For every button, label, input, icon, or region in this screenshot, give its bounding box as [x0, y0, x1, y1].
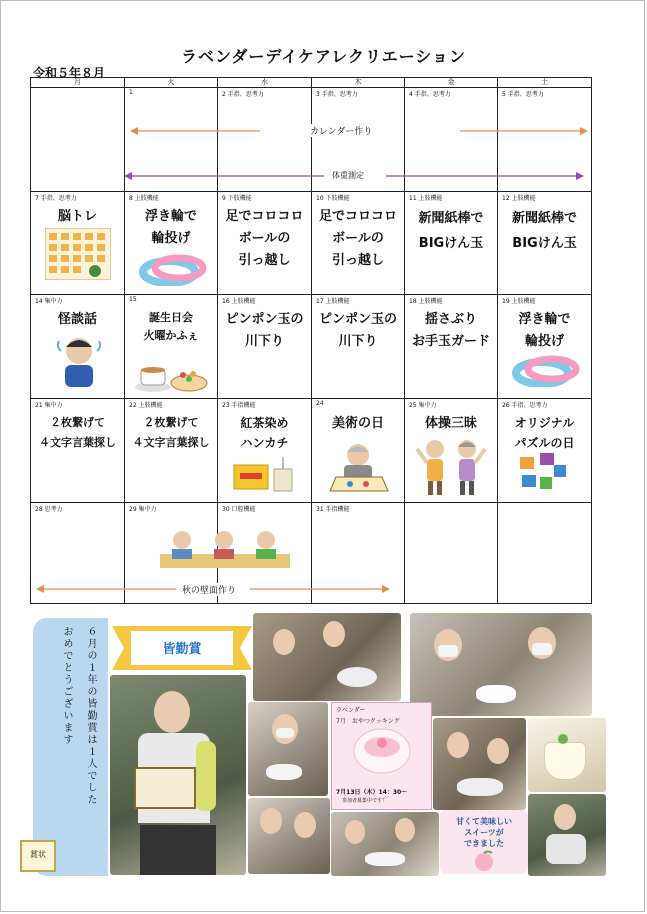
event-title: 脳トレ — [57, 209, 97, 224]
event-title: 足でコロコロ ボールの 引っ越し — [318, 209, 397, 268]
week-row-4 — [31, 399, 592, 503]
cooking-photo — [248, 702, 328, 796]
event-title: 新聞紙棒で BIGけん玉 — [418, 211, 484, 251]
dessert-glass-icon — [350, 723, 414, 777]
day-number: 12 上肢機能 — [502, 195, 536, 202]
day-cell — [218, 295, 312, 399]
event-title: 紅茶染め ハンカチ — [240, 416, 289, 450]
day-number: 1 — [129, 89, 133, 96]
tea-bag-icon — [232, 453, 298, 495]
day-number: 30 口腔機能 — [222, 506, 256, 513]
cooking-photo — [528, 794, 606, 876]
poster-date: 7月13日（木）14：30～ — [336, 789, 408, 796]
day-number: 23 手指機能 — [222, 402, 256, 409]
event-title: 浮き輪で 輪投げ — [518, 312, 571, 349]
calendar-making-band: カレンダー作り — [306, 124, 376, 137]
day-number: 5 手指、思考力 — [502, 91, 544, 98]
weight-measure-band: 体重測定 — [328, 170, 368, 181]
day-number: 21 集中力 — [35, 402, 63, 409]
poster-header: ラベンダー — [336, 707, 366, 714]
event-title: ピンポン玉の 川下り — [225, 312, 304, 349]
day-number: 26 手指、思考力 — [502, 402, 548, 409]
float-ring-icon — [512, 355, 582, 387]
day-number: 16 上肢機能 — [222, 298, 256, 305]
certificate-icon: 賞状 — [20, 840, 56, 872]
day-number: 19 上肢機能 — [502, 298, 536, 305]
cooking-photo — [410, 613, 592, 716]
day-number: 10 下肢機能 — [316, 195, 350, 202]
week-row-3 — [31, 295, 592, 399]
day-cell — [405, 399, 498, 503]
day-cell — [498, 192, 592, 295]
day-cell — [405, 295, 498, 399]
weekday-mon: 月 — [31, 78, 125, 88]
autumn-wall-band: 秋の壁面作り — [178, 583, 240, 596]
event-title: オリジナル パズルの日 — [514, 416, 575, 450]
weekday-wed: 水 — [218, 78, 312, 88]
day-cell — [498, 399, 592, 503]
day-cell — [498, 295, 592, 399]
day-cell — [218, 192, 312, 295]
era-month: 令和５年８月 — [33, 66, 106, 80]
brain-puzzle-icon — [45, 228, 111, 280]
day-number: 17 上肢機能 — [316, 298, 350, 305]
cooking-photo — [253, 613, 401, 701]
day-number: 3 手指、思考力 — [316, 91, 358, 98]
day-cell — [218, 399, 312, 503]
elderly-exercise-icon — [415, 435, 489, 497]
day-cell — [312, 192, 405, 295]
event-title: 新聞紙棒で BIGけん玉 — [511, 211, 577, 251]
day-number: 29 集中力 — [129, 506, 157, 513]
poster-note: 参加者募集中です！ — [342, 798, 388, 804]
float-ring-icon — [139, 254, 209, 286]
day-cell — [125, 399, 218, 503]
weekday-thu: 木 — [312, 78, 405, 88]
autumn-wall-illustration — [158, 524, 292, 572]
poster-subtitle: 7月 おやつクッキング — [336, 718, 400, 725]
event-title: ２枚繋げて ４文字言葉探し — [39, 416, 116, 449]
page-title: ラベンダーデイケアレクリエーション — [180, 47, 466, 66]
day-cell — [31, 192, 125, 295]
day-cell — [312, 399, 405, 503]
award-recipient-photo — [110, 675, 246, 875]
puzzle-pieces-icon — [516, 451, 570, 493]
cooking-photo — [433, 718, 526, 810]
day-cell — [31, 295, 125, 399]
day-cell — [31, 399, 125, 503]
day-cell — [312, 295, 405, 399]
day-number: 8 上肢機能 — [129, 195, 159, 202]
day-cell — [125, 295, 218, 399]
day-number: 11 上肢機能 — [409, 195, 443, 202]
day-number: 7 手指、思考力 — [35, 195, 77, 202]
day-cell — [405, 192, 498, 295]
day-number: 25 集中力 — [409, 402, 437, 409]
event-title: 美術の日 — [331, 416, 384, 431]
day-number: 4 手指、思考力 — [409, 91, 451, 98]
elderly-painting-icon — [326, 439, 392, 495]
cooking-photo — [331, 812, 439, 876]
weekday-sat: 土 — [498, 78, 592, 88]
award-congrats: おめでとうございます — [61, 626, 72, 746]
calendar-table — [30, 77, 592, 604]
event-title: 体操三昧 — [424, 416, 477, 431]
dessert-photo — [528, 718, 606, 792]
sweets-caption: 甘くて美味しい スイーツが できました — [440, 810, 528, 874]
weekday-header-row — [31, 78, 592, 88]
scared-person-icon — [55, 331, 103, 389]
day-cell — [405, 503, 498, 604]
day-number: 14 集中力 — [35, 298, 63, 305]
event-title: 誕生日会 火曜かふぇ — [143, 311, 199, 342]
day-number: 31 手指機能 — [316, 506, 350, 513]
day-cell — [125, 192, 218, 295]
tea-cake-icon — [131, 355, 211, 395]
day-number: 2 手指、思考力 — [222, 91, 264, 98]
weekday-tue: 火 — [125, 78, 218, 88]
award-message: ６月の１年の皆勤賞は１人でした — [85, 626, 96, 806]
day-number: 15 — [129, 296, 137, 303]
day-cell — [31, 88, 125, 192]
event-title: 揺さぶり お手玉ガード — [411, 312, 490, 349]
event-title: 浮き輪で 輪投げ — [144, 209, 197, 246]
day-number: 9 下肢機能 — [222, 195, 252, 202]
event-title: ピンポン玉の 川下り — [318, 312, 397, 349]
award-banner-label: 皆勤賞 — [162, 642, 202, 657]
day-cell — [498, 503, 592, 604]
day-number: 18 上肢機能 — [409, 298, 443, 305]
day-number: 24 — [316, 400, 324, 407]
weekday-fri: 金 — [405, 78, 498, 88]
day-number: 28 思考力 — [35, 506, 63, 513]
event-title: 怪談話 — [57, 312, 97, 327]
cooking-photo — [248, 798, 330, 874]
day-number: 22 上肢機能 — [129, 402, 163, 409]
event-title: ２枚繋げて ４文字言葉探し — [132, 416, 210, 449]
event-title: 足でコロコロ ボールの 引っ越し — [225, 209, 304, 268]
week-row-2 — [31, 192, 592, 295]
cooking-poster — [331, 702, 432, 810]
peach-icon — [472, 850, 496, 872]
